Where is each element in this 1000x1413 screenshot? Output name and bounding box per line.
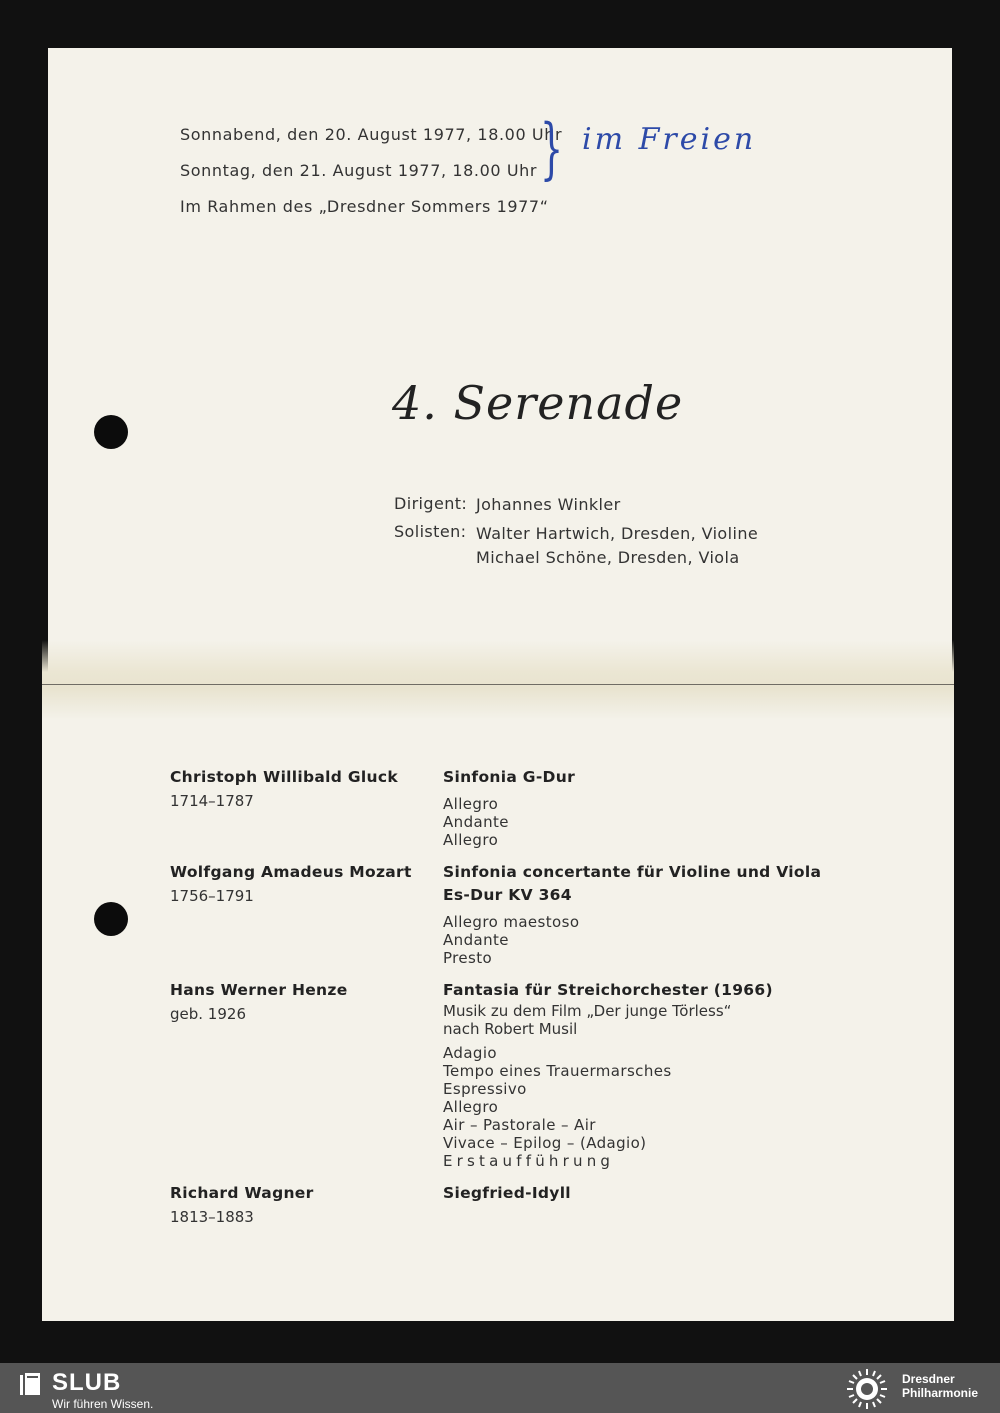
date-line-1: Sonnabend, den 20. August 1977, 18.00 Uhr	[180, 125, 563, 144]
credits	[394, 494, 758, 570]
movement: Allegro	[443, 831, 499, 849]
movement-list	[443, 1044, 893, 1170]
punch-hole-bottom	[94, 902, 128, 936]
movement: Andante	[443, 931, 509, 949]
fold-line	[42, 684, 954, 685]
punch-hole-top	[94, 415, 128, 449]
work-title: Sinfonia concertante für Violine und Viola	[443, 863, 822, 881]
movement: Tempo eines Trauermarsches	[443, 1062, 672, 1080]
composer-dates: 1813–1883	[170, 1208, 254, 1226]
work-title-key: Es-Dur KV 364	[443, 886, 572, 904]
library-tagline: Wir führen Wissen.	[52, 1397, 154, 1411]
composer-name: Richard Wagner	[170, 1184, 314, 1202]
soloist-2: Michael Schöne, Dresden, Viola	[476, 548, 740, 567]
date-line-2: Sonntag, den 21. August 1977, 18.00 Uhr	[180, 161, 538, 180]
movement-list	[443, 913, 893, 967]
composer-dates: 1756–1791	[170, 887, 254, 905]
movement: Andante	[443, 813, 509, 831]
movement: Espressivo	[443, 1080, 527, 1098]
festival-line: Im Rahmen des „Dresdner Sommers 1977“	[180, 197, 549, 216]
slub-logo-icon	[20, 1373, 40, 1395]
movement: Presto	[443, 949, 493, 967]
conductor-row	[394, 494, 758, 522]
partner-name	[902, 1372, 978, 1400]
work-subtitle: nach Robert Musil	[443, 1020, 578, 1038]
composer-name: Hans Werner Henze	[170, 981, 348, 999]
work-title: Sinfonia G-Dur	[443, 768, 576, 786]
partner-name-line-1: Dresdner	[902, 1372, 955, 1386]
work-subtitle: Musik zu dem Film „Der junge Törless“	[443, 1002, 732, 1020]
composer-name: Wolfgang Amadeus Mozart	[170, 863, 412, 881]
composer-name: Christoph Willibald Gluck	[170, 768, 398, 786]
footer-bar	[0, 1363, 1000, 1413]
movement: Allegro	[443, 1098, 499, 1116]
partner-name-line-2: Philharmonie	[902, 1386, 979, 1400]
conductor-label: Dirigent:	[394, 494, 468, 513]
movement: Air – Pastorale – Air	[443, 1116, 596, 1134]
performance-dates	[180, 124, 562, 232]
premiere-note: Erstaufführung	[443, 1152, 615, 1170]
movement: Vivace – Epilog – (Adagio)	[443, 1134, 647, 1152]
handwritten-note: im Freien	[582, 122, 757, 157]
library-name: SLUB	[52, 1369, 122, 1396]
movement: Adagio	[443, 1044, 497, 1062]
movement-list	[443, 795, 893, 849]
concert-title: 4. Serenade	[392, 376, 684, 430]
soloist-1: Walter Hartwich, Dresden, Violine	[476, 524, 759, 543]
work-title: Fantasia für Streichorchester (1966)	[443, 981, 773, 999]
soloists-row	[394, 522, 758, 570]
composer-dates: 1714–1787	[170, 792, 254, 810]
philharmonie-logo-icon	[842, 1367, 892, 1411]
work-title: Siegfried-Idyll	[443, 1184, 571, 1202]
conductor-name: Johannes Winkler	[476, 495, 621, 514]
fold-band	[42, 640, 954, 720]
movement: Allegro maestoso	[443, 913, 580, 931]
soloists-label: Solisten:	[394, 522, 467, 541]
movement: Allegro	[443, 795, 499, 813]
composer-dates: geb. 1926	[170, 1005, 246, 1023]
handwritten-brace: }	[540, 110, 564, 187]
